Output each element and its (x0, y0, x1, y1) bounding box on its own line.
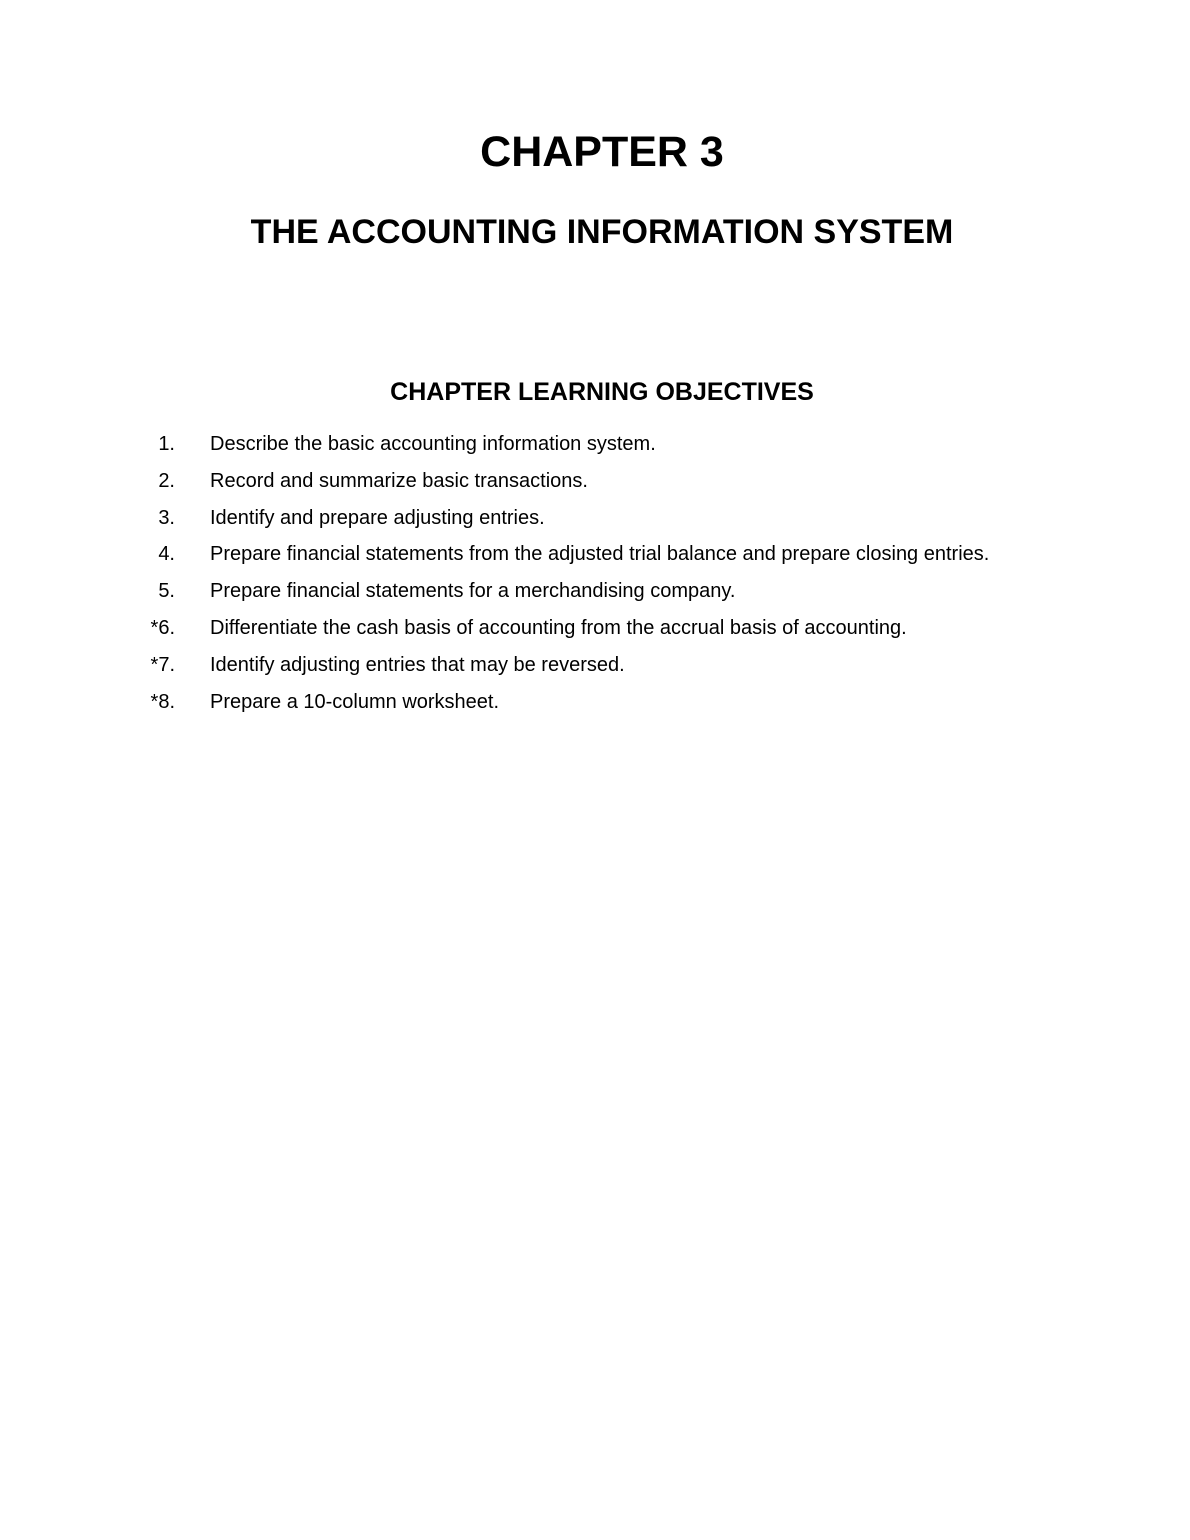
objective-item (140, 573, 1140, 610)
objective-number: *7. (150, 653, 175, 676)
objective-text: Identify and prepare adjusting entries. (210, 506, 545, 529)
objective-text: Prepare financial statements from the adjusted trial balance and prepare closing entries. (210, 543, 990, 566)
objective-text: Prepare financial statements for a merchandising company. (210, 580, 736, 603)
objective-item (140, 426, 1140, 463)
objective-number: 4. (158, 543, 175, 566)
objective-number: *8. (150, 690, 175, 713)
objective-number: 3. (158, 506, 175, 529)
objective-text: Record and summarize basic transactions. (210, 469, 588, 492)
objective-text: Prepare a 10-column worksheet. (210, 690, 500, 713)
objective-number: 1. (158, 433, 175, 455)
chapter-title: THE ACCOUNTING INFORMATION SYSTEM (250, 213, 954, 251)
objectives-list (140, 426, 1140, 720)
chapter-number: CHAPTER 3 (480, 128, 724, 176)
objective-item (140, 536, 1140, 573)
objective-item (140, 610, 1140, 647)
objective-item (140, 647, 1140, 684)
objective-number: 5. (158, 580, 175, 603)
objective-text: Differentiate the cash basis of accounting from the accrual basis of accounting. (210, 616, 907, 639)
objectives-heading: CHAPTER LEARNING OBJECTIVES (390, 378, 814, 406)
objective-text: Identify adjusting entries that may be reversed. (210, 653, 625, 676)
objective-item (140, 684, 1140, 721)
objective-item (140, 463, 1140, 500)
objective-item (140, 500, 1140, 537)
objective-text: Describe the basic accounting information system. (210, 433, 656, 455)
objective-number: *6. (150, 616, 175, 639)
objective-number: 2. (158, 469, 175, 492)
